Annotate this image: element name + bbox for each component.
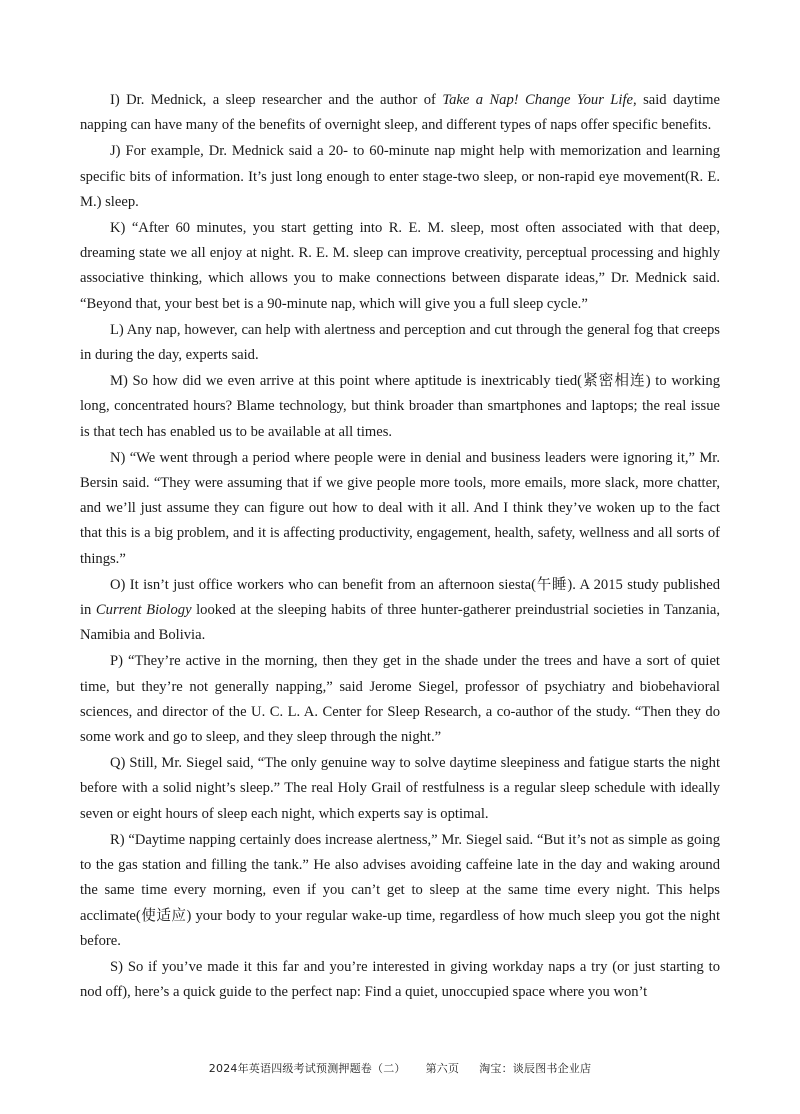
- book-title: Take a Nap! Change Your Life: [442, 92, 634, 108]
- paragraph-N: N) “We went through a period where people were in denial and business leaders were ignoring it,” Mr. Bersin said. “They were assuming that if we give people more tools, more emails, more slack, more chatter, and we’ll just assume they can figure out how to deal with it all. And I think they’ve woken up to the fact that this is a big problem, and it is affecting productivity, engagement, health, safety, wellness and all sorts of things.”: [80, 449, 720, 567]
- page-footer: [0, 1060, 800, 1076]
- paragraph-Q: Q) Still, Mr. Siegel said, “The only genuine way to solve daytime sleepiness and fatigue starts the night before with a solid night’s sleep.” The real Holy Grail of restfulness is a regular sleep schedule with ideally seven or eight hours of sleep each night, which experts say is optimal.: [80, 755, 720, 822]
- document-body: [80, 88, 720, 1006]
- paragraph-S: S) So if you’ve made it this far and you’re interested in giving workday naps a try (or just starting to nod off), here’s a quick guide to the perfect nap: Find a quiet, unoccupied space where you won’t: [80, 958, 720, 1001]
- footer-title: 2024年英语四级考试预测押题卷（二）: [208, 1062, 406, 1075]
- paragraph-I: I) Dr. Mednick, a sleep researcher and the author of Take a Nap! Change Your Life, said daytime napping can have many of the benefits of overnight sleep, and different types of naps offer specific benefits.: [80, 92, 720, 134]
- paragraph-M: M) So how did we even arrive at this point where aptitude is inextricably tied(紧密相连) to working long, concentrated hours? Blame technology, but think broader than smartphones and laptops; the real issue is that tech has enabled us to be available at all times.: [80, 373, 720, 440]
- paragraph-K: K) “After 60 minutes, you start getting into R. E. M. sleep, most often associated with that deep, dreaming state we all enjoy at night. R. E. M. sleep can improve creativity, perceptual processing and highly associative thinking, which allows you to make connections between disparate ideas,” Dr. Mednick said. “Beyond that, your best bet is a 90-minute nap, which will give you a full sleep cycle.”: [80, 220, 720, 312]
- paragraph-P: P) “They’re active in the morning, then they get in the shade under the trees and have a sort of quiet time, but they’re not generally napping,” said Jerome Siegel, professor of psychiatry and biobehavioral sciences, and director of the U. C. L. A. Center for Sleep Research, a co-author of the study. “Then they do some work and go to sleep, and they sleep through the night.”: [80, 653, 720, 746]
- paragraph-O: O) It isn’t just office workers who can benefit from an afternoon siesta(午睡). A 2015 study published in Current Biology looked at the sleeping habits of three hunter-gatherer preindustrial societies in Tanzania, Namibia and Bolivia.: [80, 576, 721, 644]
- journal-title: Current Biology: [95, 602, 192, 619]
- paragraph-L: L) Any nap, however, can help with alertness and perception and cut through the general fog that creeps in during the day, experts said.: [80, 321, 720, 364]
- footer-page-number: 第六页: [425, 1062, 460, 1075]
- paragraph-R: R) “Daytime napping certainly does increase alertness,” Mr. Siegel said. “But it’s not as simple as going to the gas station and filling the tank.” He also advises avoiding caffeine late in the day and waking around the same time every morning, even if you can’t get to sleep at the same time every night. This helps acclimate(使适应) your body to your regular wake-up time, regardless of how much sleep you got the night before.: [80, 831, 720, 949]
- paragraph-J: J) For example, Dr. Mednick said a 20- to 60-minute nap might help with memorization and learning specific bits of information. It’s just long enough to enter stage-two sleep, or non-rapid eye movement(R. E. M.) sleep.: [80, 143, 720, 210]
- footer-shop: 淘宝：谈辰图书企业店: [479, 1062, 592, 1075]
